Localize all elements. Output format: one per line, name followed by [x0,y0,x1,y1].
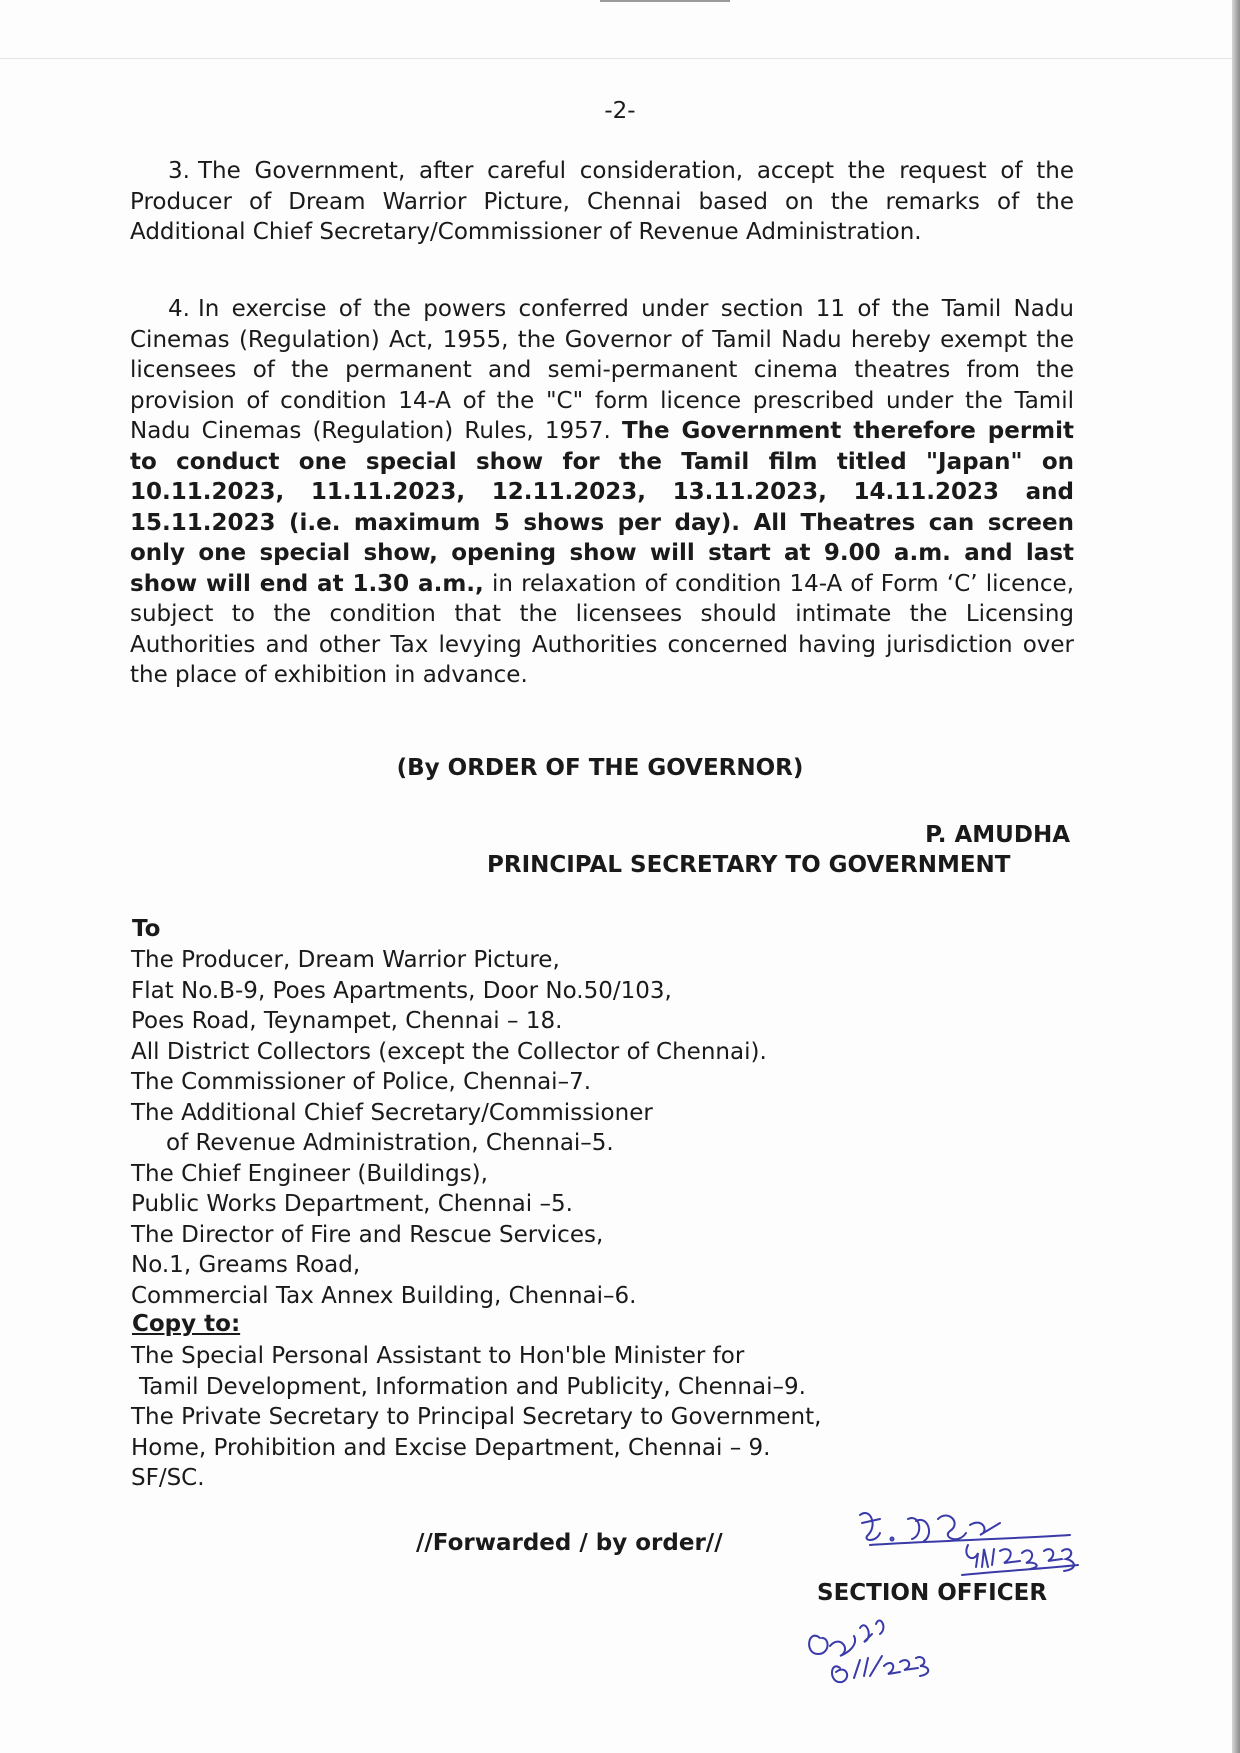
paragraph-3-number: 3. [168,158,190,184]
to-line: Flat No.B-9, Poes Apartments, Door No.50/103, [131,977,672,1004]
copy-to-line: SF/SC. [131,1465,205,1491]
paragraph-4-text-start: In exercise of the powers conferred under section 11 of the Tamil Nadu Cinemas (Regulation) Act, 1955, the Governor of Tamil Nadu hereby exempt the licensees of the permanent and semi-permanent cinema theatres from the provision of condition 14-A of the "C" form licence prescribed under the Tamil Nadu Cinemas (Regulation) Rules, 1957. [130,296,1074,444]
to-line: The Producer, Dream Warrior Picture, [131,947,560,973]
copy-to-line: Home, Prohibition and Excise Department, Chennai – 9. [131,1434,771,1461]
page-number: -2- [604,98,636,124]
paragraph-4 [130,294,1074,691]
copy-to-line: The Special Personal Assistant to Hon'ble Minister for [131,1343,745,1369]
scan-artifact-edge [1232,0,1240,1753]
to-line: of Revenue Administration, Chennai–5. [166,1130,614,1156]
to-line: The Additional Chief Secretary/Commissioner [131,1099,653,1126]
paragraph-4-text-bold: The Government therefore permit to conduct one special show for the Tamil film titled "Japan" on 10.11.2023, 11.11.2023, 12.11.2023, 13.11.2023, 14.11.2023 and 15.11.2023 (i.e. maximum 5 shows per day). All Theatres can screen only one special show, opening show will start at 9.00 a.m. and last show will end at 1.30 a.m., [130,418,1075,597]
to-line: The Chief Engineer (Buildings), [131,1160,488,1187]
to-address-list [131,945,767,1311]
handwritten-signature [850,1505,1080,1595]
copy-to-heading: Copy to: [132,1311,241,1337]
handwritten-initials [800,1598,940,1708]
signatory-name: P. AMUDHA [925,822,1070,848]
signatory-title: PRINCIPAL SECRETARY TO GOVERNMENT [487,852,1011,878]
to-line: The Commissioner of Police, Chennai–7. [131,1069,592,1095]
copy-to-list [131,1341,821,1494]
to-heading: To [132,916,161,942]
to-line: Public Works Department, Chennai –5. [131,1191,573,1217]
order-line: (By ORDER OF THE GOVERNOR) [396,755,804,781]
paragraph-4-number: 4. [168,296,190,322]
copy-to-line: Tamil Development, Information and Publicity, Chennai–9. [139,1373,806,1400]
scan-artifact-fold [0,58,1240,59]
paragraph-4-text-end: in relaxation of condition 14-A of Form ‘C’ licence, subject to the condition that the licensees should intimate the Licensing Authorities and other Tax levying Authorities concerned having jurisdiction over the place of exhibition in advance. [130,570,1075,688]
to-line: Poes Road, Teynampet, Chennai – 18. [131,1008,563,1034]
forwarded-line: //Forwarded / by order// [416,1530,723,1556]
paragraph-3-text: The Government, after careful consideration, accept the request of the Producer of Dream Warrior Picture, Chennai based on the remarks of the Additional Chief Secretary/Commissioner of Revenue Administration. [130,158,1074,245]
scan-artifact-top [600,0,730,2]
to-line: Commercial Tax Annex Building, Chennai–6. [131,1282,637,1309]
copy-to-line: The Private Secretary to Principal Secretary to Government, [131,1404,822,1430]
section-officer-label: SECTION OFFICER [817,1580,1048,1606]
paragraph-3 [130,156,1074,248]
to-line: The Director of Fire and Rescue Services, [131,1221,604,1248]
to-line: No.1, Greams Road, [131,1252,361,1278]
to-line: All District Collectors (except the Collector of Chennai). [131,1038,767,1065]
